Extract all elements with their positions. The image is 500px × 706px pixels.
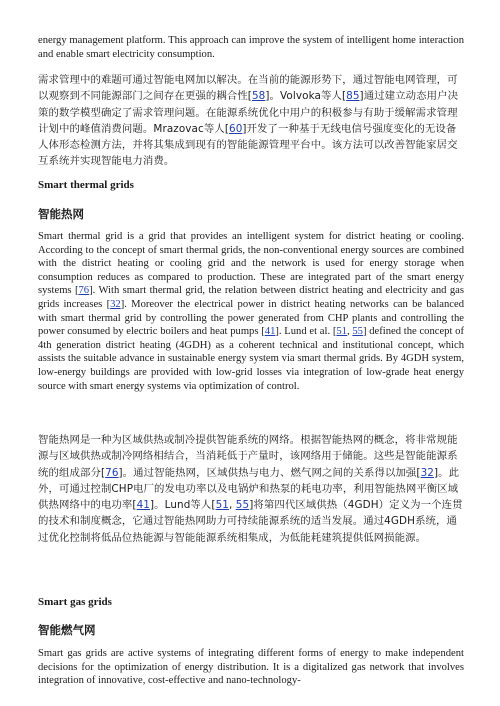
text-run: ] defined the concept of 4th generation district heating (4GDH) as a coherent technical and institutional concept, which assists the suitable advance in sustainable energy system via smart thermal grids. By 4GDH system, low-energy buildings are provided with low-grid losses via integration of low-grade heat energy source with smart energy systems via optimization of control. [38, 326, 464, 392]
citation-link[interactable]: 41 [264, 326, 276, 338]
text-run: , [346, 326, 353, 338]
heading-thermal-en: Smart thermal grids [38, 179, 134, 191]
text-run: , [228, 499, 236, 512]
section-heading-zh [38, 622, 464, 638]
paragraph-en-gas [38, 647, 464, 688]
citation-link[interactable]: 85 [346, 90, 360, 103]
text-run: ]。Volvoka等人[ [265, 90, 347, 103]
heading-gas-zh: 智能燃气网 [38, 623, 96, 637]
heading-thermal-zh: 智能热网 [38, 207, 84, 221]
text-run: ]. With smart thermal grid, the relation between district heating and electricity and gas grids increases [ [38, 285, 464, 310]
paragraph-zh-thermal [38, 432, 464, 546]
text-run: ]通过建立动态用户决策的数学模型确定了需求管理问题。在能源系统优化中用户的积极参与有助于缓解需求管理计划中的峰值消费问题。Mrazovac等人[ [38, 90, 459, 135]
text-run: Smart thermal grid is a grid that provides an intelligent system for district heating or cooling. According to the concept of smart thermal grids, the non-conventional energy sources are combined with the district heating or cooling grid and the network is used for energy storage when consumption reduces as compared to production. These are integrated part of the smart energy systems [ [38, 231, 464, 297]
citation-link[interactable]: 32 [420, 466, 434, 479]
paragraph-text: Smart gas grids are active systems of integrating different forms of energy to make independent decisions for the optimization of energy distribution. It is a digitalized gas network that involves integration of innovative, cost-effective and nano-technology- [38, 648, 464, 687]
text-run: ]。通过智能热网，区域供热与电力、燃气网之间的关系得以加强[ [118, 466, 421, 479]
citation-link[interactable]: 55 [235, 499, 250, 512]
section-heading-zh [38, 206, 464, 222]
text-run: ]开发了一种基于无线电信号强度变化的无设备人体形态检测方法，并将其集成到现有的智能能源管理平台中。该方法可以改善智能家居交互系统并实现智能电力消费。 [38, 122, 458, 168]
paragraph-en-intro [38, 34, 464, 61]
paragraph-en-thermal [38, 230, 464, 393]
paragraph-zh-demand [38, 72, 464, 170]
paragraph-text: energy management platform. This approach can improve the system of intelligent home interaction and enable smart electricity consumption. [38, 35, 464, 60]
text-run: 需求管理中的难题可通过智能电网加以解决。在当前的能源形势下，通过智能电网管理，可以观察到不同能源部门之间存在更强的耦合性[ [38, 74, 458, 103]
text-run: ]. Lund et al. [ [275, 326, 337, 338]
heading-gas-en: Smart gas grids [38, 596, 112, 608]
citation-link[interactable]: 60 [228, 122, 243, 135]
section-heading-en [38, 179, 464, 191]
citation-link[interactable]: 41 [136, 499, 150, 512]
section-heading-en [38, 596, 464, 608]
citation-link[interactable]: 51 [336, 326, 347, 338]
citation-link[interactable]: 55 [352, 326, 363, 338]
citation-link[interactable]: 51 [215, 499, 229, 512]
text-run: ]. Moreover the electrical power in district heating networks can be balanced with smart thermal grid by controlling the power generated from CHP plants and controlling the power consumed by electric boilers and heat pumps [ [38, 298, 464, 338]
text-run: ]。此外，可通过控制CHP电厂的发电功率以及电锅炉和热泵的耗电功率，利用智能热网平衡区域供热网络中的电功率[ [38, 466, 460, 512]
citation-link[interactable]: 32 [110, 298, 121, 310]
citation-link[interactable]: 58 [251, 90, 266, 103]
citation-link[interactable]: 76 [78, 285, 90, 297]
text-run: 智能热网是一种为区域供热或制冷提供智能系统的网络。根据智能热网的概念，将非常规能源与区域供热或制冷网络相结合，当消耗低于产量时，该网络用于储能。这些是智能能源系统的组成部分[ [38, 434, 458, 479]
citation-link[interactable]: 76 [105, 466, 119, 479]
text-run: ]。Lund等人[ [150, 499, 216, 512]
text-run: ]将第四代区域供热（4GDH）定义为一个连贯的技术和制度概念，它通过智能热网助力可持续能源系统的适当发展。通过4GDH系统，通过优化控制将低品位热能源与智能能源系统相集成，为低能耗建筑提供低网损能源。 [38, 499, 463, 544]
